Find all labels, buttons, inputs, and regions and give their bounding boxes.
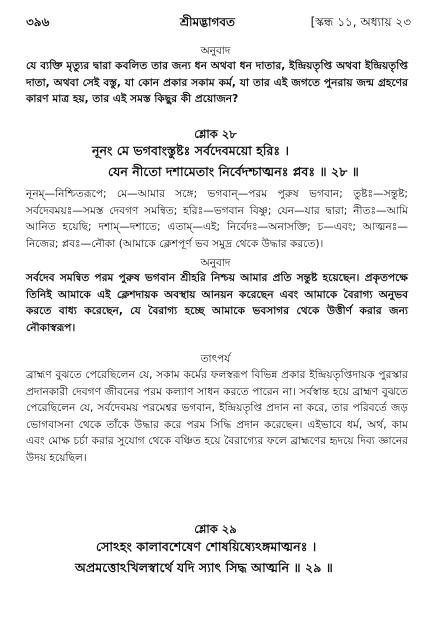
verse-line-2: অপ্রমত্তোঽখিলস্বার্থে যদি স্যাৎ সিদ্ধ আত্মনি ॥ ২৯ ॥ xyxy=(75,560,333,575)
chapter-reference: [স্কন্ধ ১১, অধ্যায় ২৩ xyxy=(310,15,411,29)
translation-heading: অনুবাদ xyxy=(200,257,231,269)
translation-heading: অনুবাদ xyxy=(200,45,231,57)
verse-line-1: নূনং মে ভগবাংস্তুষ্টঃ সর্বদেবময়ো হরিঃ । xyxy=(92,143,290,158)
purport-text: ব্রাহ্মণ বুঝতে পেরেছিলেন যে, সকাম কর্মের ফলস্বরূপ বিভিন্ন প্রকার ইন্দ্রিয়তৃপ্তিদায়ক পুরস্কার প্রদানকারী দেবগণ জীবনের পরম কল্যাণ সাধন করতে পারেন না। সর্বস্বান্ত হয়ে ব্রাহ্মণ বুঝতে পেরেছিলেন যে, সর্বদেবময় পরমেশ্বর ভগবান, ইন্দ্রিয়তৃপ্তি প্রদান না করে, তার পরিবর্তে জড় ভোগবাসনা থেকে তাঁকে উদ্ধার করে পরম সিদ্ধি প্রদান করেছেন। এইভাবে ধর্ম, অর্থ, কাম এবং মোক্ষ চর্চা করার সুযোগ থেকে বঞ্চিত হয়ে বৈরাগ্যের ফলে ব্রাহ্মণের হৃদয়ে দিব্য জ্ঞানের উদয় হয়েছিল। xyxy=(26,369,408,464)
synonyms-text: নূনম্—নিশ্চিতরূপে; মে—আমার সঙ্গে; ভগবান্—পরম পুরুষ ভগবান; তুষ্টঃ—সন্তুষ্ট; সর্বদেবময়ঃ—সমস্ত দেবগণ সমন্বিত; হরিঃ—ভগবান বিষ্ণু; যেন—যার দ্বারা; নীতঃ—আমি আনিত হয়েছি; দশাম্—দশাতে; এতাম্—এই; নির্বেদঃ—অনাসক্তি; চ—এবং; আত্মনঃ—নিজের; প্লবঃ—নৌকা (আমাকে ক্লেশপূর্ণ ভব সমুদ্র থেকে উদ্ধার করতে)। xyxy=(26,188,408,250)
verse-label: শ্লোক ২৮ xyxy=(194,127,237,141)
verse-label: শ্লোক ২৯ xyxy=(194,522,237,536)
translation-text: সর্বদেব সমন্বিত পরম পুরুষ ভগবান শ্রীহরি নিশ্চয় আমার প্রতি সন্তুষ্ট হয়েছেন। প্রকৃতপক্ষে তিনিই আমাকে এই ক্লেশদায়ক অবস্থায় আনয়ন করেছেন এবং আমাকে বৈরাগ্য অনুভব করতে বাধ্য করেছেন, যে বৈরাগ্য হচ্ছে আমাকে ভবসাগর থেকে উত্তীর্ণ করার জন্য নৌকাস্বরূপ। xyxy=(26,272,408,334)
verse-line-2: যেন নীতো দশামেতাং নির্বেদশ্চাত্মনঃ প্লবঃ ॥ ২৮ ॥ xyxy=(108,164,359,179)
verse-line-1: সোঽহং কালাবশেষেণ শোষয়িষ্যেঽঙ্গমাত্মনঃ । xyxy=(96,539,317,554)
purport-heading: তাৎপর্য xyxy=(200,353,231,365)
page-header xyxy=(22,14,411,32)
page-number: ৩৯৬ xyxy=(26,15,50,29)
translation-text: যে ব্যক্তি মৃত্যুর দ্বারা কবলিত তার জন্য ধন অথবা ধন দাতার, ইন্দ্রিয়তৃপ্তি অথবা ইন্দ্রিয়তৃপ্তি দাতা, অথবা সেই বস্তু, যা কোন প্রকার সকাম কর্ম, যা তার এই জগতে পুনরায় জন্ম গ্রহণের কারণ মাত্র হয়, তার এই সমস্ত কিছুর কী প্রয়োজন? xyxy=(26,60,408,106)
book-title: শ্রীমদ্ভাগবত xyxy=(180,15,236,29)
